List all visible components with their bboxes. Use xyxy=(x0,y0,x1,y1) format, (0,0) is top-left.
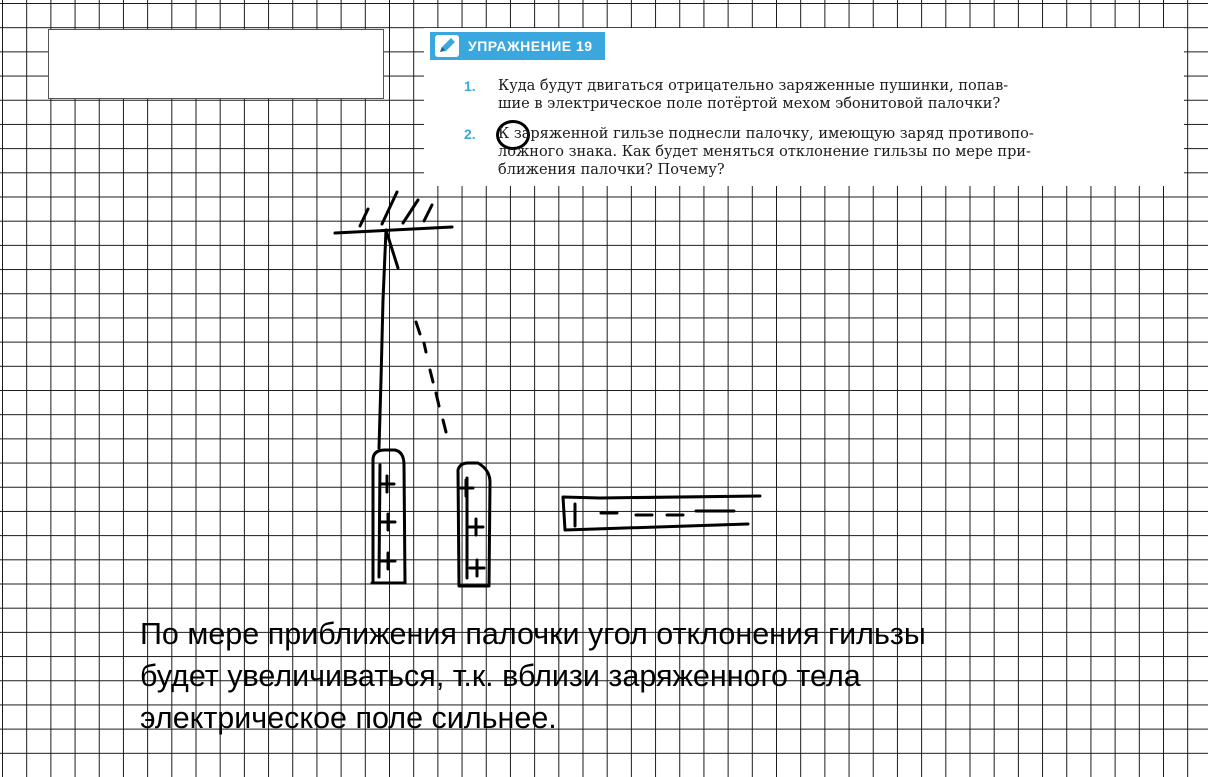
answer-line: будет увеличиваться, т.к. вблизи заряженного тела xyxy=(140,659,861,693)
answer-line: По мере приближения палочки угол отклонения гильзы xyxy=(140,617,926,651)
ceiling-line xyxy=(335,227,452,233)
thread-pivot-mark xyxy=(386,230,398,268)
plus-sign xyxy=(380,476,394,492)
question-text-line: К заряженной гильзе поднесли палочку, имеющую заряд противопо- xyxy=(498,126,1034,142)
question-number: 1. xyxy=(464,78,476,94)
plus-sign xyxy=(469,519,483,535)
handwritten-answer xyxy=(140,613,1040,739)
question-text-line: ближения палочки? Почему? xyxy=(498,162,725,178)
plus-sign xyxy=(470,560,484,576)
thread xyxy=(379,230,386,448)
plus-sign xyxy=(381,553,395,569)
question-text-line: Куда будут двигаться отрицательно заряженные пушинки, попав- xyxy=(498,78,1009,94)
question-number: 2. xyxy=(464,126,476,142)
plus-sign xyxy=(459,480,473,496)
answer-line: электрическое поле сильнее. xyxy=(140,701,557,735)
question-text-line: ложного знака. Как будет меняться отклонение гильзы по мере при- xyxy=(498,144,1031,160)
question-text-line: шие в электрическое поле потёртой мехом эбонитовой палочки? xyxy=(498,96,1001,112)
stick xyxy=(563,496,760,530)
plus-sign xyxy=(381,514,395,530)
exercise-title: УПРАЖНЕНИЕ 19 xyxy=(468,38,593,54)
deflected-thread xyxy=(416,322,446,432)
ceiling-hatch xyxy=(360,192,432,226)
